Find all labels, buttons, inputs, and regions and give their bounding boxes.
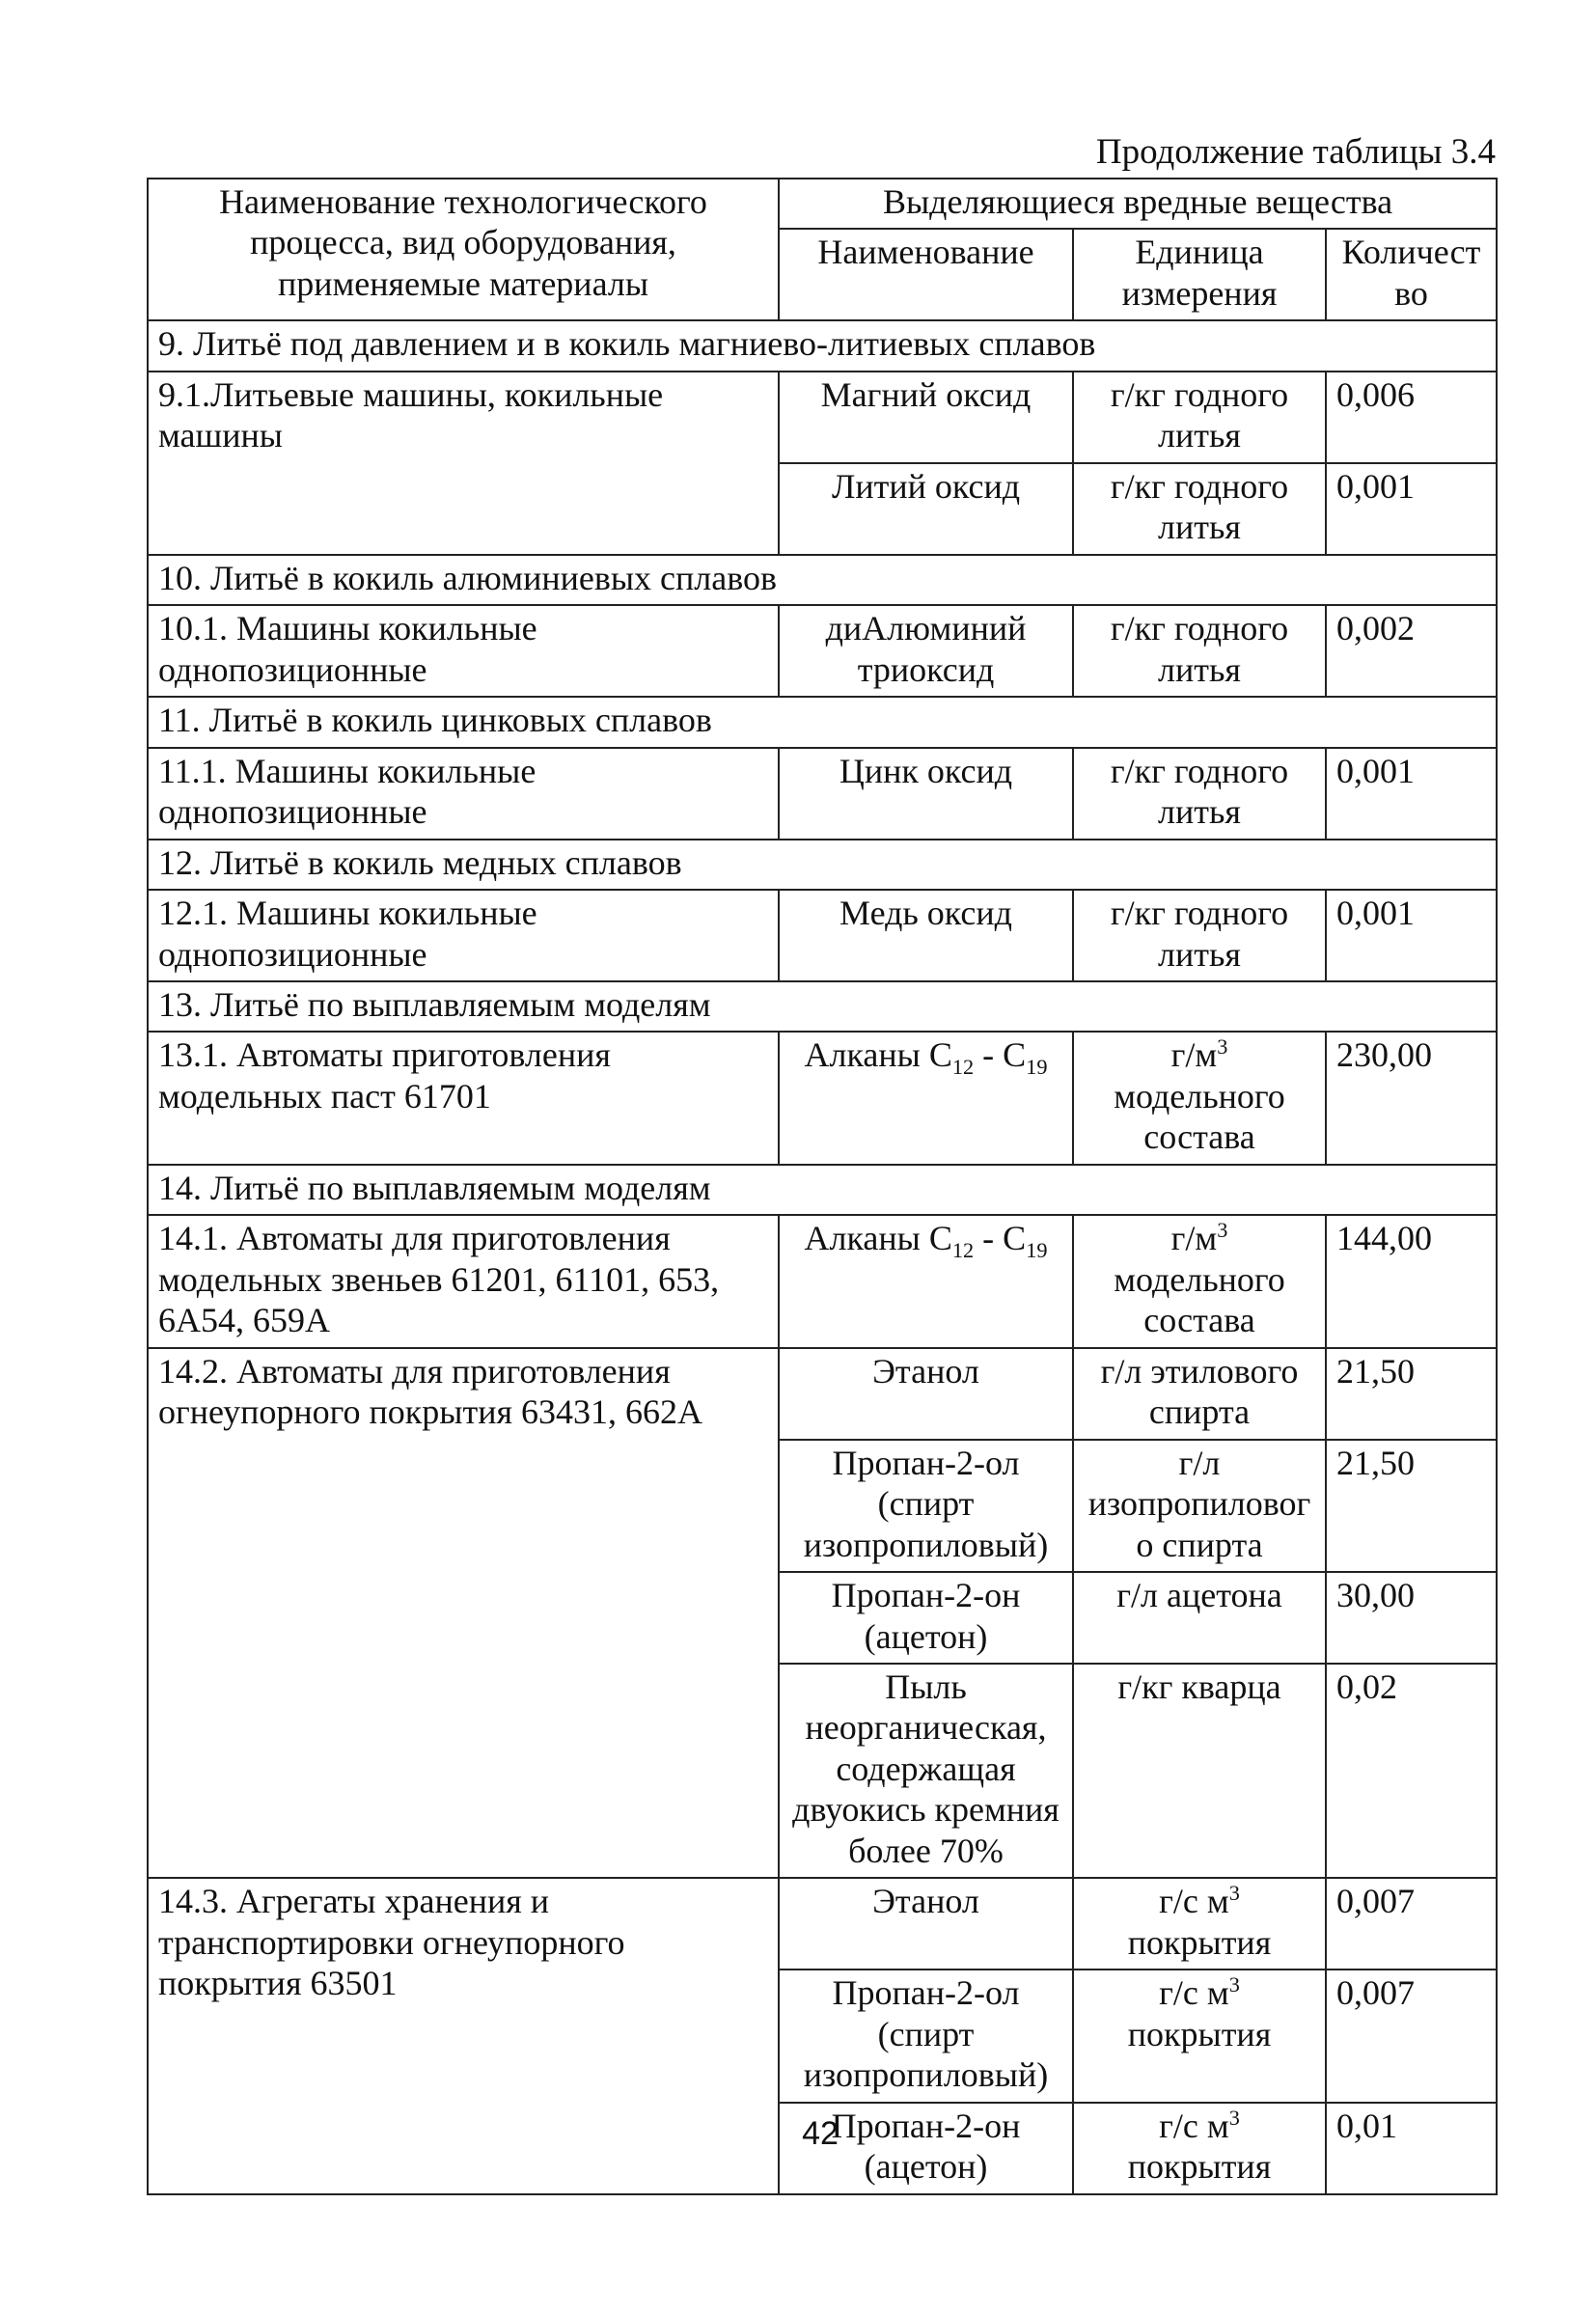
quantity-cell: 21,50 — [1326, 1440, 1497, 1572]
substance-name-cell: Цинк оксид — [779, 748, 1073, 840]
header-quantity: Количество — [1326, 229, 1497, 320]
unit-cell: г/л этилового спирта — [1073, 1348, 1326, 1440]
substance-name-cell: Пропан-2-он (ацетон) — [779, 1572, 1073, 1664]
section-title: 10. Литьё в кокиль алюминиевых сплавов — [148, 555, 1497, 605]
header-process: Наименование технологического процесса, вид оборудования, применяемые материалы — [148, 179, 779, 320]
process-cell: 10.1. Машины кокильные однопозиционные — [148, 605, 779, 697]
quantity-cell: 0,001 — [1326, 890, 1497, 981]
page-number: 42 — [802, 2115, 839, 2152]
substance-name-cell: Пыль неорганическая, содержащая двуокись кремния более 70% — [779, 1664, 1073, 1878]
table-row — [148, 1348, 1497, 1440]
quantity-cell: 230,00 — [1326, 1032, 1497, 1164]
table-row — [148, 605, 1497, 697]
unit-cell: г/кг годного литья — [1073, 605, 1326, 697]
substance-name-cell: Алканы $C_{12} - C_{19}$ — [779, 1215, 1073, 1347]
quantity-cell: 0,007 — [1326, 1970, 1497, 2102]
process-cell: 14.1. Автоматы для приготовления модельных звеньев 61201, 61101, 653, 6А54, 659А — [148, 1215, 779, 1347]
unit-cell: г/с $м^3$ покрытия — [1073, 2103, 1326, 2194]
table-row — [148, 1878, 1497, 1970]
section-title: 12. Литьё в кокиль медных сплавов — [148, 840, 1497, 890]
quantity-cell: 0,02 — [1326, 1664, 1497, 1878]
section-row — [148, 555, 1497, 605]
header-substances: Выделяющиеся вредные вещества — [779, 179, 1497, 229]
unit-cell: г/кг годного литья — [1073, 748, 1326, 840]
quantity-cell: 30,00 — [1326, 1572, 1497, 1664]
process-cell: 13.1. Автоматы приготовления модельных паст 61701 — [148, 1032, 779, 1164]
section-row — [148, 840, 1497, 890]
process-cell: 14.2. Автоматы для приготовления огнеупорного покрытия 63431, 662А — [148, 1348, 779, 1879]
quantity-cell: 144,00 — [1326, 1215, 1497, 1347]
section-row — [148, 697, 1497, 747]
quantity-cell: 0,001 — [1326, 748, 1497, 840]
emissions-table — [147, 178, 1498, 2195]
section-row — [148, 320, 1497, 371]
table-body — [148, 320, 1497, 2193]
header-name: Наименование — [779, 229, 1073, 320]
unit-cell: г/кг годного литья — [1073, 463, 1326, 555]
substance-name-cell: Магний оксид — [779, 372, 1073, 463]
quantity-cell: 0,006 — [1326, 372, 1497, 463]
substance-name-cell: диАлюминий триоксид — [779, 605, 1073, 697]
header-unit: Единица измерения — [1073, 229, 1326, 320]
unit-cell: г/с $м^3$ покрытия — [1073, 1878, 1326, 1970]
table-row — [148, 372, 1497, 463]
unit-cell: $г/м^3$ модельного состава — [1073, 1215, 1326, 1347]
section-row — [148, 981, 1497, 1032]
substance-name-cell: Литий оксид — [779, 463, 1073, 555]
substance-name-cell: Пропан-2-он (ацетон) — [779, 2103, 1073, 2194]
unit-cell: г/с $м^3$ покрытия — [1073, 1970, 1326, 2102]
unit-cell: г/л ацетона — [1073, 1572, 1326, 1664]
section-title: 9. Литьё под давлением и в кокиль магниево-литиевых сплавов — [148, 320, 1497, 371]
quantity-cell: 0,002 — [1326, 605, 1497, 697]
quantity-cell: 0,001 — [1326, 463, 1497, 555]
table-row — [148, 890, 1497, 981]
substance-name-cell: Пропан-2-ол (спирт изопропиловый) — [779, 1970, 1073, 2102]
process-cell: 9.1.Литьевые машины, кокильные машины — [148, 372, 779, 555]
section-title: 13. Литьё по выплавляемым моделям — [148, 981, 1497, 1032]
substance-name-cell: Этанол — [779, 1348, 1073, 1440]
section-title: 11. Литьё в кокиль цинковых сплавов — [148, 697, 1497, 747]
process-cell: 12.1. Машины кокильные однопозиционные — [148, 890, 779, 981]
quantity-cell: 0,007 — [1326, 1878, 1497, 1970]
unit-cell: г/кг годного литья — [1073, 372, 1326, 463]
substance-name-cell: Медь оксид — [779, 890, 1073, 981]
unit-cell: $г/м^3$ модельного состава — [1073, 1032, 1326, 1164]
table-row — [148, 748, 1497, 840]
substance-name-cell: Пропан-2-ол (спирт изопропиловый) — [779, 1440, 1073, 1572]
table-caption: Продолжение таблицы 3.4 — [1095, 132, 1496, 172]
table-row — [148, 1032, 1497, 1164]
substance-name-cell: Алканы $C_{12} - C_{19}$ — [779, 1032, 1073, 1164]
table-row — [148, 1215, 1497, 1347]
unit-cell: г/кг годного литья — [1073, 890, 1326, 981]
section-row — [148, 1165, 1497, 1215]
section-title: 14. Литьё по выплавляемым моделям — [148, 1165, 1497, 1215]
process-cell: 11.1. Машины кокильные однопозиционные — [148, 748, 779, 840]
unit-cell: г/кг кварца — [1073, 1664, 1326, 1878]
quantity-cell: 0,01 — [1326, 2103, 1497, 2194]
quantity-cell: 21,50 — [1326, 1348, 1497, 1440]
process-cell: 14.3. Агрегаты хранения и транспортировки огнеупорного покрытия 63501 — [148, 1878, 779, 2193]
unit-cell: г/л изопропилового спирта — [1073, 1440, 1326, 1572]
substance-name-cell: Этанол — [779, 1878, 1073, 1970]
